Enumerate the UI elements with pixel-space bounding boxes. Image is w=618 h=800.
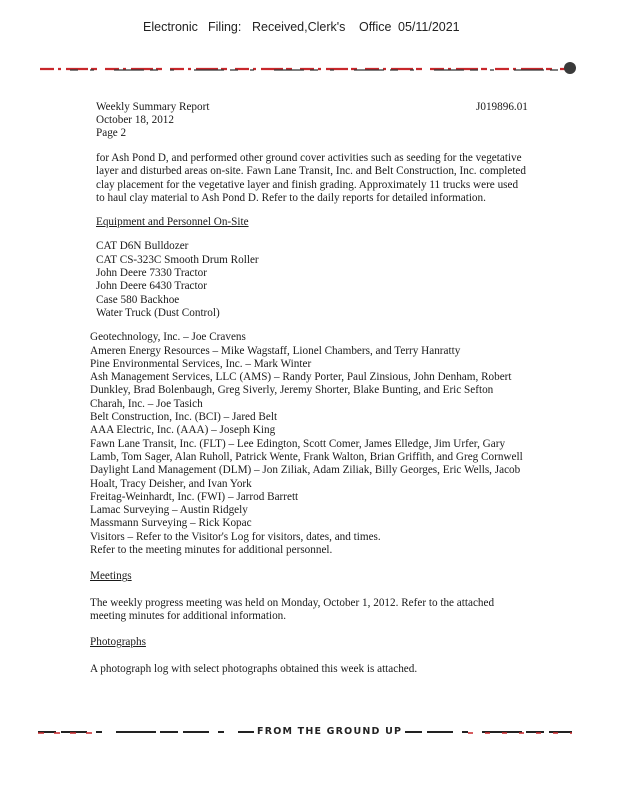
intro-paragraph: for Ash Pond D, and performed other ground cover activities such as seeding for the vegetative layer and disturbed areas on-site. Fawn Lane Transit, Inc. and Belt Construction, Inc. completed clay placement for the vegetative layer and finish grading. Approximately 11 trucks were used to haul clay material to Ash Pond D. Refer to the daily reports for detailed information.	[96, 152, 526, 204]
meetings-text: The weekly progress meeting was held on Monday, October 1, 2012. Refer to the attached meeting minutes for additional information.	[90, 596, 495, 622]
list-item: Massmann Surveying – Rick Kopac	[90, 517, 252, 530]
list-item: Charah, Inc. – Joe Tasich	[90, 397, 203, 410]
list-item: Geotechnology, Inc. – Joe Cravens	[90, 331, 246, 344]
letterhead-rule	[40, 62, 570, 74]
equipment-list	[96, 240, 526, 320]
report-header	[96, 101, 209, 140]
list-item: Belt Construction, Inc. (BCI) – Jared Belt	[90, 411, 278, 424]
letterhead-mark-icon	[564, 62, 576, 74]
list-item: Lamac Surveying – Austin Ridgely	[90, 504, 248, 517]
list-item: AAA Electric, Inc. (AAA) – Joseph King	[90, 424, 276, 437]
list-item: Daylight Land Management (DLM) – Jon Ziliak, Adam Ziliak, Billy Georges, Eric Wells, Jacob Hoalt, Tracy Deisher, and Ivan York	[90, 464, 521, 490]
list-item: Water Truck (Dust Control)	[96, 306, 220, 319]
list-item: Refer to the meeting minutes for additional personnel.	[90, 544, 333, 557]
list-item: CAT D6N Bulldozer	[96, 240, 189, 253]
report-date: October 18, 2012	[96, 114, 174, 126]
list-item: CAT CS-323C Smooth Drum Roller	[96, 253, 259, 266]
list-item: Ash Management Services, LLC (AMS) – Randy Porter, Paul Zinsious, John Denham, Robert Dunkley, Brad Bolenbaugh, Greg Siverly, Jeremy Shorter, Blake Bunting, and Eric Sefton	[90, 371, 512, 397]
list-item: Ameren Energy Resources – Mike Wagstaff, Lionel Chambers, and Terry Hanratty	[90, 344, 461, 357]
list-item: Pine Environmental Services, Inc. – Mark Winter	[90, 357, 312, 370]
report-body	[90, 152, 526, 676]
list-item: Fawn Lane Transit, Inc. (FLT) – Lee Edington, Scott Comer, James Elledge, Jim Urfer, Gary Lamb, Tom Sager, Alan Ruholl, Patrick Wente, Frank Walton, Brian Griffith, and Greg Cornwell	[90, 437, 523, 463]
footer-tagline: FROM THE GROUND UP	[254, 726, 405, 737]
stamp-date: 05/11/2021	[398, 20, 460, 34]
stamp-office: Office	[359, 20, 392, 34]
report-title: Weekly Summary Report	[96, 101, 210, 113]
list-item: John Deere 6430 Tractor	[96, 280, 207, 293]
list-item: Freitag-Weinhardt, Inc. (FWI) – Jarrod Barrett	[90, 490, 299, 503]
stamp-electronic: Electronic	[143, 20, 198, 34]
stamp-received: Received,Clerk's	[252, 20, 346, 34]
equipment-heading: Equipment and Personnel On-Site	[96, 216, 249, 229]
list-item: Visitors – Refer to the Visitor's Log for visitors, dates, and times.	[90, 530, 381, 543]
photographs-text: A photograph log with select photographs obtained this week is attached.	[90, 662, 418, 675]
personnel-list	[90, 331, 526, 557]
list-item: John Deere 7330 Tractor	[96, 267, 207, 280]
page-number: Page 2	[96, 127, 127, 139]
stamp-filing: Filing:	[208, 20, 242, 34]
meetings-heading: Meetings	[90, 570, 132, 583]
document-id: J019896.01	[476, 101, 528, 113]
list-item: Case 580 Backhoe	[96, 293, 180, 306]
photographs-heading: Photographs	[90, 636, 146, 649]
